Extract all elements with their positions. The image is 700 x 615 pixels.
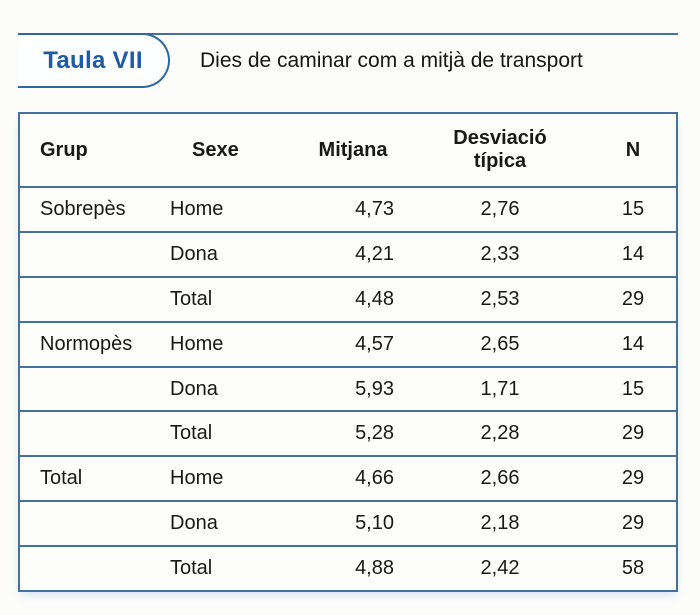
cell-n: 29 [621, 287, 645, 310]
column-header-desviacio-label: Desviació típica [453, 127, 547, 172]
cell-n: 15 [621, 377, 645, 400]
cell-grup: Normopès [40, 332, 133, 355]
table-header-row [20, 114, 676, 186]
cell-mitjana: 4,21 [355, 242, 394, 265]
table-row [20, 500, 676, 545]
cell-desviacio: 2,28 [480, 422, 520, 445]
column-header-n: N [625, 138, 641, 161]
cell-sexe: Total [170, 287, 213, 310]
cell-desviacio: 2,42 [480, 557, 520, 580]
table-row [20, 231, 676, 276]
cell-grup: Sobrepès [40, 197, 126, 220]
cell-desviacio: 2,53 [480, 287, 520, 310]
cell-mitjana: 4,73 [355, 197, 394, 220]
column-header-mitjana: Mitjana [318, 138, 388, 161]
cell-sexe: Dona [170, 242, 218, 265]
column-header-desviacio [410, 127, 590, 173]
cell-n: 29 [621, 467, 645, 490]
cell-n: 15 [621, 197, 645, 220]
badge-label: Taula VII [43, 46, 143, 74]
cell-sexe: Dona [170, 512, 218, 535]
cell-n: 58 [621, 557, 645, 580]
cell-mitjana: 5,28 [355, 422, 394, 445]
cell-n: 14 [621, 332, 645, 355]
cell-desviacio: 2,66 [480, 467, 520, 490]
cell-desviacio: 2,76 [480, 197, 520, 220]
cell-mitjana: 4,66 [355, 467, 394, 490]
cell-sexe: Home [170, 197, 224, 220]
table-row [20, 410, 676, 455]
table-row [20, 276, 676, 321]
table-row [20, 321, 676, 366]
table-row [20, 545, 676, 590]
column-header-sexe: Sexe [192, 138, 239, 161]
cell-desviacio: 2,33 [480, 242, 520, 265]
data-table [18, 112, 678, 592]
cell-mitjana: 4,48 [355, 287, 394, 310]
cell-sexe: Home [170, 332, 224, 355]
cell-desviacio: 2,18 [480, 512, 520, 535]
cell-mitjana: 4,57 [355, 332, 394, 355]
table-row [20, 366, 676, 411]
cell-sexe: Total [170, 557, 213, 580]
cell-n: 29 [621, 422, 645, 445]
cell-desviacio: 2,65 [480, 332, 520, 355]
cell-mitjana: 5,10 [355, 512, 394, 535]
cell-mitjana: 4,88 [355, 557, 394, 580]
cell-grup: Total [40, 467, 83, 490]
cell-n: 14 [621, 242, 645, 265]
cell-sexe: Total [170, 422, 213, 445]
cell-n: 29 [621, 512, 645, 535]
table-row [20, 186, 676, 231]
table-number-badge [18, 33, 170, 88]
cell-desviacio: 1,71 [480, 377, 520, 400]
cell-sexe: Dona [170, 377, 218, 400]
column-header-grup: Grup [40, 138, 88, 161]
table-title: Dies de caminar com a mitjà de transport [200, 48, 583, 72]
cell-mitjana: 5,93 [355, 377, 394, 400]
table-row [20, 455, 676, 500]
cell-sexe: Home [170, 467, 224, 490]
